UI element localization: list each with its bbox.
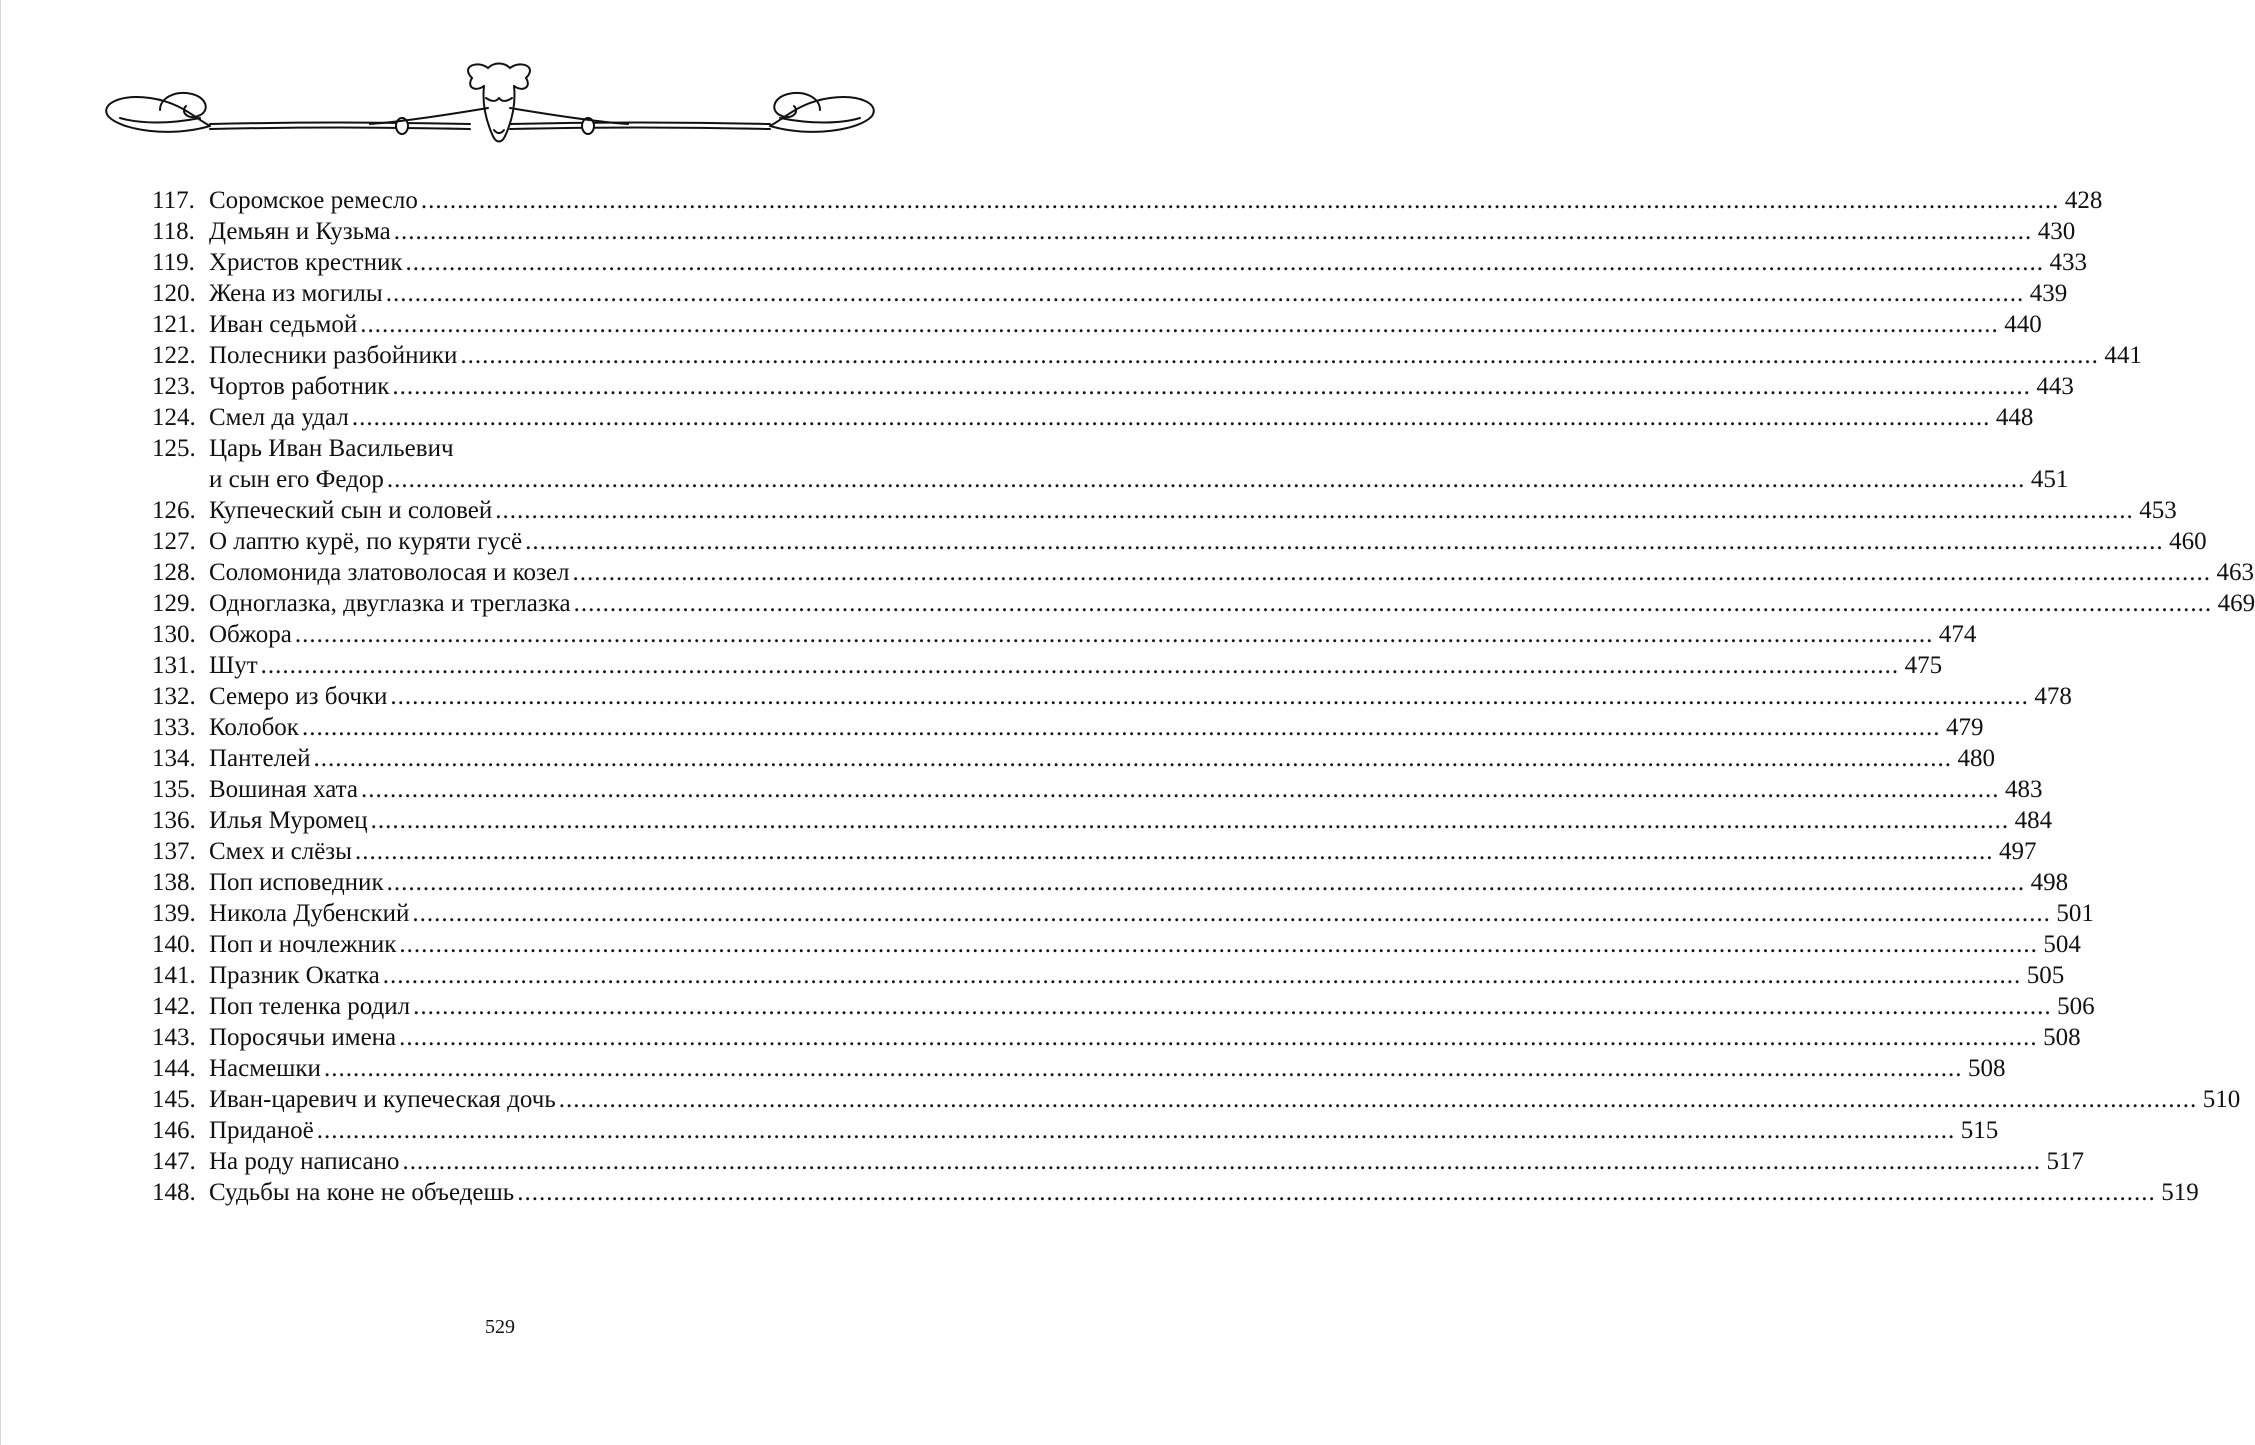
toc-title: Илья Муромец: [209, 807, 368, 834]
toc-entry[interactable]: [152, 309, 2042, 340]
toc-entry[interactable]: [152, 743, 1996, 774]
toc-title: Колобок: [209, 714, 299, 741]
toc-number: 139.: [152, 900, 196, 927]
toc-entry[interactable]: [152, 1053, 2006, 1084]
toc-number: 135.: [152, 776, 196, 803]
toc-entry[interactable]: [152, 681, 2072, 712]
toc-number: 120.: [152, 280, 196, 307]
dot-leader: [324, 1053, 1963, 1084]
toc-entry[interactable]: [152, 867, 2069, 898]
toc-page: 508: [2043, 1024, 2081, 1051]
toc-entry[interactable]: [152, 185, 2103, 216]
table-of-contents: [152, 185, 2255, 1208]
toc-page: 441: [2104, 342, 2142, 369]
dot-leader: [413, 991, 2052, 1022]
toc-page: 517: [2046, 1148, 2084, 1175]
toc-page: 430: [2037, 218, 2076, 245]
toc-page: 479: [1945, 714, 1984, 741]
dot-leader: [355, 836, 1994, 867]
toc-number: 137.: [152, 838, 196, 865]
toc-page: 469: [2217, 590, 2255, 617]
toc-page: 501: [2056, 900, 2094, 927]
toc-page: 475: [1904, 652, 1943, 679]
toc-title: Чортов работник: [209, 373, 390, 400]
toc-entry[interactable]: [152, 712, 1984, 743]
toc-title: Поросячьи имена: [209, 1024, 397, 1051]
toc-title: Царь Иван Васильевич: [209, 435, 454, 462]
toc-title: Поп и ночлежник: [209, 931, 397, 958]
toc-page: 508: [1967, 1055, 2006, 1082]
toc-page: 451: [2030, 466, 2069, 493]
toc-number: 127.: [152, 528, 196, 555]
toc-page: 453: [2139, 497, 2177, 524]
toc-title: Смех и слёзы: [209, 838, 352, 865]
toc-number: 131.: [152, 652, 196, 679]
toc-title: Купеческий сын и соловей: [209, 497, 493, 524]
toc-entry[interactable]: [152, 340, 2142, 371]
toc-title: Насмешки: [209, 1055, 321, 1082]
toc-page: 478: [2034, 683, 2072, 710]
ram-head-scroll-ornament-icon: [100, 58, 880, 158]
toc-number: 126.: [152, 497, 196, 524]
toc-entry[interactable]: [152, 433, 2069, 495]
toc-number: 123.: [152, 373, 196, 400]
toc-number: 147.: [152, 1148, 196, 1175]
toc-title: Христов крестник: [209, 249, 403, 276]
dot-leader: [352, 402, 1991, 433]
dot-leader: [371, 805, 2010, 836]
toc-page: 484: [2014, 807, 2053, 834]
toc-page: 480: [1957, 745, 1996, 772]
toc-page: 448: [1995, 404, 2034, 431]
toc-number: 144.: [152, 1055, 196, 1082]
toc-number: 134.: [152, 745, 196, 772]
toc-entry[interactable]: [152, 619, 1977, 650]
dot-leader: [314, 743, 1953, 774]
toc-title: Одноглазка, двуглазка и треглазка: [209, 590, 571, 617]
dot-leader: [387, 867, 2026, 898]
toc-page: 498: [2030, 869, 2069, 896]
toc-title: Соромское ремесло: [209, 187, 418, 214]
toc-entry[interactable]: [152, 495, 2177, 526]
dot-leader: [399, 1022, 2038, 1053]
dot-leader: [559, 1084, 2198, 1115]
toc-entry[interactable]: [152, 960, 2065, 991]
toc-number: 140.: [152, 931, 196, 958]
dot-leader: [392, 371, 2031, 402]
toc-number: 148.: [152, 1179, 196, 1206]
toc-number: 136.: [152, 807, 196, 834]
toc-number: 143.: [152, 1024, 196, 1051]
dot-leader: [495, 495, 2134, 526]
toc-page: 519: [2161, 1179, 2199, 1206]
toc-title: Полесники разбойники: [209, 342, 458, 369]
toc-page: 515: [1960, 1117, 1999, 1144]
toc-page: 428: [2064, 187, 2103, 214]
dot-leader: [399, 929, 2038, 960]
toc-title: Смел да удал: [209, 404, 349, 431]
toc-number: 118.: [152, 218, 195, 245]
toc-title: Приданоё: [209, 1117, 314, 1144]
dot-leader: [387, 464, 2026, 495]
toc-title: Обжора: [209, 621, 292, 648]
toc-title: Демьян и Кузьма: [209, 218, 391, 245]
toc-page: 460: [2169, 528, 2207, 555]
toc-title: Никола Дубенский: [209, 900, 410, 927]
toc-title-continued: и сын его Федор: [209, 466, 384, 493]
toc-number: 142.: [152, 993, 196, 1020]
toc-entry[interactable]: [152, 1115, 1999, 1146]
toc-number: 133.: [152, 714, 196, 741]
toc-title: Вошиная хата: [209, 776, 358, 803]
toc-entry[interactable]: [152, 898, 2094, 929]
toc-page: 483: [2004, 776, 2043, 803]
toc-entry[interactable]: [152, 929, 2081, 960]
toc-entry[interactable]: [152, 1084, 2241, 1115]
toc-title: Соломонида златоволосая и козел: [209, 559, 570, 586]
toc-entry[interactable]: [152, 247, 2087, 278]
dot-leader: [517, 1177, 2156, 1208]
toc-title: Празник Окатка: [209, 962, 380, 989]
toc-title: Семеро из бочки: [209, 683, 388, 710]
toc-number: 138.: [152, 869, 196, 896]
toc-page: 474: [1938, 621, 1977, 648]
toc-page: 463: [2216, 559, 2254, 586]
dot-leader: [460, 340, 2099, 371]
dot-leader: [405, 247, 2044, 278]
toc-title: Иван седьмой: [209, 311, 358, 338]
toc-entry[interactable]: [152, 774, 2043, 805]
toc-title: Шут: [209, 652, 258, 679]
toc-entry[interactable]: [152, 1146, 2084, 1177]
toc-number: 125.: [152, 435, 196, 462]
toc-title: Поп теленка родил: [209, 993, 411, 1020]
dot-leader: [302, 712, 1941, 743]
toc-number: 122.: [152, 342, 196, 369]
dot-leader: [360, 309, 1999, 340]
page-number: 529: [485, 1316, 515, 1338]
dot-leader: [361, 774, 2000, 805]
toc-title: Жена из могилы: [209, 280, 383, 307]
dot-leader: [317, 1115, 1956, 1146]
dot-leader: [383, 960, 2022, 991]
toc-title: Иван-царевич и купеческая дочь: [209, 1086, 556, 1113]
dot-leader: [394, 216, 2033, 247]
toc-page: 497: [1998, 838, 2037, 865]
dot-leader: [295, 619, 1934, 650]
toc-title: Поп исповедник: [209, 869, 384, 896]
toc-title: Судьбы на коне не объедешь: [209, 1179, 515, 1206]
toc-entry[interactable]: [152, 371, 2074, 402]
toc-page: 440: [2004, 311, 2042, 338]
toc-entry[interactable]: [152, 402, 2034, 433]
toc-entry[interactable]: [152, 1177, 2199, 1208]
toc-entry[interactable]: [152, 836, 2037, 867]
toc-number: 128.: [152, 559, 196, 586]
dot-leader: [574, 588, 2213, 619]
toc-number: 146.: [152, 1117, 196, 1144]
toc-page: 506: [2057, 993, 2095, 1020]
toc-page: 443: [2036, 373, 2074, 400]
toc-entry[interactable]: [152, 216, 2076, 247]
toc-number: 129.: [152, 590, 196, 617]
toc-title: О лаптю курё, по куряти гусё: [209, 528, 523, 555]
dot-leader: [412, 898, 2051, 929]
toc-entry[interactable]: [152, 557, 2254, 588]
toc-title: Пантелей: [209, 745, 311, 772]
toc-entry[interactable]: [152, 278, 2068, 309]
dot-leader: [402, 1146, 2041, 1177]
toc-entry[interactable]: [152, 588, 2255, 619]
dot-leader: [261, 650, 1900, 681]
toc-number: 119.: [152, 249, 195, 276]
toc-page: 439: [2029, 280, 2068, 307]
toc-number: 121.: [152, 311, 196, 338]
toc-page: 433: [2049, 249, 2087, 276]
dot-leader: [573, 557, 2212, 588]
toc-page: 505: [2026, 962, 2065, 989]
toc-number: 141.: [152, 962, 196, 989]
toc-entry[interactable]: [152, 1022, 2081, 1053]
toc-number: 124.: [152, 404, 196, 431]
toc-page: 510: [2202, 1086, 2241, 1113]
toc-number: 132.: [152, 683, 196, 710]
toc-entry[interactable]: [152, 805, 2053, 836]
toc-entry[interactable]: [152, 650, 1943, 681]
dot-leader: [525, 526, 2164, 557]
dot-leader: [390, 681, 2029, 712]
dot-leader: [421, 185, 2060, 216]
dot-leader: [386, 278, 2025, 309]
toc-page: 504: [2043, 931, 2081, 958]
toc-number: 117.: [152, 187, 195, 214]
toc-entry[interactable]: [152, 526, 2207, 557]
toc-number: 130.: [152, 621, 196, 648]
toc-number: 145.: [152, 1086, 196, 1113]
toc-title: На роду написано: [209, 1148, 400, 1175]
toc-entry[interactable]: [152, 991, 2095, 1022]
